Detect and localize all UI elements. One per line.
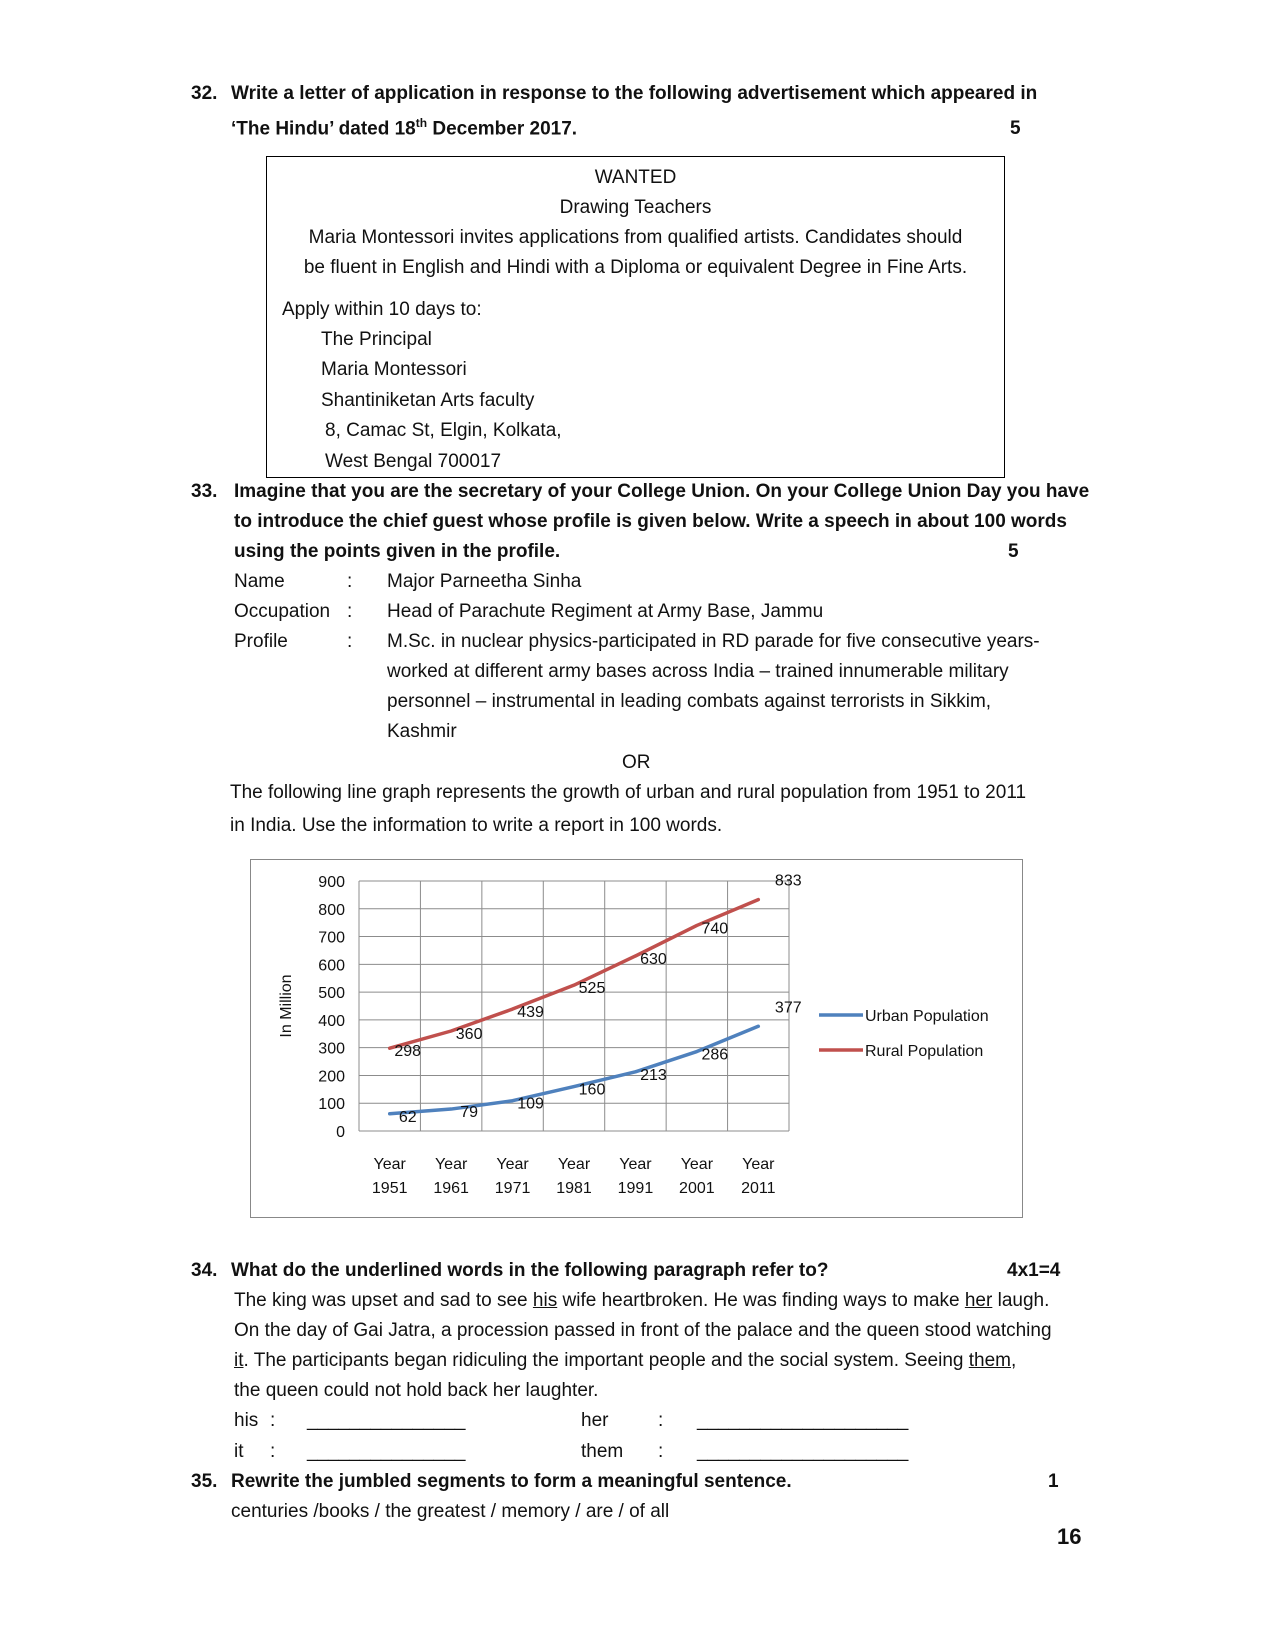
- profile-colon: :: [347, 631, 353, 652]
- rural-data-label: 740: [701, 920, 729, 938]
- x-tick-label-year: Year: [434, 1156, 468, 1173]
- x-tick-label-year: Year: [496, 1156, 529, 1173]
- legend-label: Rural Population: [865, 1043, 984, 1060]
- rural-data-label: 360: [455, 1026, 483, 1043]
- q32-prompt-line2: [231, 116, 577, 140]
- profile-colon: :: [347, 571, 353, 592]
- x-tick-label-value: 2011: [741, 1180, 776, 1197]
- ad-address-line: Shantiniketan Arts faculty: [321, 390, 535, 411]
- ad-heading: WANTED: [594, 167, 677, 188]
- answer-label-his: his: [234, 1410, 259, 1431]
- urban-population-line: [390, 1026, 759, 1114]
- chart-frame: [250, 859, 1023, 1218]
- q34-paragraph-line1: [234, 1290, 1049, 1312]
- y-tick-label: 300: [318, 1040, 345, 1058]
- q33-prompt-line1: Imagine that you are the secretary of your College Union. On your College Union Day you have: [234, 481, 1090, 502]
- underlined-his: his: [532, 1290, 558, 1311]
- profile-occupation-label: Occupation: [234, 601, 331, 622]
- q35-marks: 1: [1048, 1471, 1059, 1492]
- page-number: 16: [1057, 1524, 1082, 1549]
- advertisement-box: [266, 156, 1005, 478]
- answer-blank-her[interactable]: ____________________: [697, 1410, 909, 1431]
- rural-data-label: 439: [517, 1004, 544, 1022]
- answer-blank-his[interactable]: _______________: [307, 1410, 466, 1431]
- x-tick-label-year: Year: [680, 1156, 714, 1173]
- text-run: laugh.: [992, 1290, 1050, 1311]
- q33-prompt-line3: using the points given in the profile.: [234, 541, 561, 562]
- profile-line: Kashmir: [387, 721, 457, 742]
- profile-name-label: Name: [234, 571, 285, 592]
- x-tick-label-year: Year: [742, 1156, 775, 1173]
- underlined-her: her: [964, 1290, 993, 1311]
- urban-data-label: 213: [640, 1066, 667, 1084]
- q34-number: 34.: [191, 1260, 218, 1281]
- answer-blank-them[interactable]: ____________________: [697, 1441, 909, 1462]
- answer-colon: :: [270, 1441, 276, 1462]
- profile-line: personnel – instrumental in leading combats against terrorists in Sikkim,: [387, 691, 992, 712]
- x-tick-label-value: 1991: [617, 1180, 654, 1197]
- y-tick-label: 0: [336, 1124, 345, 1141]
- urban-data-label: 62: [398, 1108, 417, 1126]
- population-line-chart: [251, 860, 1021, 1216]
- graph-intro-line2: in India. Use the information to write a report in 100 words.: [230, 815, 723, 836]
- q35-number: 35.: [191, 1471, 218, 1492]
- y-tick-label: 100: [318, 1096, 345, 1114]
- or-divider: OR: [622, 752, 651, 773]
- q32-marks: 5: [1010, 118, 1021, 139]
- text-run: The king was upset and sad to see: [234, 1290, 533, 1311]
- legend-label: Urban Population: [865, 1008, 989, 1025]
- y-tick-label: 900: [318, 874, 345, 891]
- x-tick-label-year: Year: [619, 1156, 652, 1173]
- q34-paragraph-line4: the queen could not hold back her laughter.: [234, 1380, 599, 1401]
- ad-apply: Apply within 10 days to:: [282, 299, 482, 320]
- q35-prompt: Rewrite the jumbled segments to form a meaningful sentence.: [231, 1471, 792, 1492]
- q32-prompt-sup: th: [415, 116, 428, 130]
- y-tick-label: 600: [318, 957, 345, 975]
- profile-line: worked at different army bases across India – trained innumerable military: [387, 661, 1009, 682]
- profile-occupation-value: Head of Parachute Regiment at Army Base, Jammu: [387, 601, 824, 622]
- q34-marks: 4x1=4: [1007, 1260, 1061, 1281]
- answer-colon: :: [658, 1410, 664, 1431]
- urban-data-label: 109: [517, 1095, 544, 1113]
- y-tick-label: 200: [318, 1068, 345, 1086]
- x-tick-label-year: Year: [557, 1156, 591, 1173]
- q32-prompt-text-a: ‘The Hindu’ dated 18: [231, 118, 416, 140]
- ad-body-line1: Maria Montessori invites applications from qualified artists. Candidates should: [308, 227, 963, 248]
- urban-data-label: 160: [578, 1081, 606, 1099]
- x-tick-label-value: 2001: [679, 1180, 715, 1197]
- x-tick-label-value: 1971: [494, 1180, 531, 1197]
- urban-data-label: 377: [774, 999, 802, 1017]
- answer-label-her: her: [581, 1410, 609, 1431]
- y-tick-label: 800: [318, 901, 345, 919]
- q32-number: 32.: [191, 83, 218, 104]
- graph-intro-line1: The following line graph represents the growth of urban and rural population from 1951 to 2011: [230, 782, 1027, 803]
- ad-address-line: The Principal: [321, 329, 432, 350]
- profile-line: M.Sc. in nuclear physics-participated in RD parade for five consecutive years-: [387, 631, 1040, 652]
- x-tick-label-value: 1981: [556, 1180, 592, 1197]
- q34-paragraph-line2: On the day of Gai Jatra, a procession passed in front of the palace and the queen stood watching: [234, 1320, 1052, 1341]
- y-axis-label: In Million: [278, 974, 295, 1038]
- rural-data-label: 525: [578, 980, 606, 998]
- ad-subheading: Drawing Teachers: [559, 197, 712, 218]
- ad-body-line2: be fluent in English and Hindi with a Diploma or equivalent Degree in Fine Arts.: [303, 257, 968, 278]
- answer-colon: :: [658, 1441, 664, 1462]
- y-tick-label: 700: [318, 929, 345, 947]
- y-tick-label: 400: [318, 1012, 345, 1030]
- text-run: . The participants began ridiculing the important people and the social system. Seeing: [243, 1350, 969, 1371]
- q32-prompt-line1: Write a letter of application in response to the following advertisement which appeared in: [231, 83, 1038, 104]
- x-tick-label-year: Year: [373, 1156, 406, 1173]
- answer-blank-it[interactable]: _______________: [307, 1441, 466, 1462]
- q35-segments: centuries /books / the greatest / memory / are / of all: [231, 1501, 670, 1522]
- q33-marks: 5: [1008, 541, 1019, 562]
- x-tick-label-value: 1951: [371, 1180, 408, 1197]
- answer-label-it: it: [234, 1441, 244, 1462]
- text-run: ,: [1011, 1350, 1017, 1371]
- q32-prompt-text-b: December 2017.: [427, 118, 578, 140]
- underlined-them: them: [968, 1350, 1011, 1371]
- rural-data-label: 298: [394, 1043, 422, 1061]
- profile-name-value: Major Parneetha Sinha: [387, 571, 582, 592]
- q33-prompt-line2: to introduce the chief guest whose profile is given below. Write a speech in about 100 words: [234, 511, 1067, 532]
- underlined-it: it: [234, 1350, 244, 1371]
- rural-data-label: 833: [774, 872, 802, 890]
- answer-colon: :: [270, 1410, 276, 1431]
- ad-address-line: Maria Montessori: [321, 359, 467, 380]
- answer-label-them: them: [581, 1441, 624, 1462]
- q33-number: 33.: [191, 481, 218, 502]
- ad-address-line: 8, Camac St, Elgin, Kolkata,: [325, 420, 562, 441]
- ad-address-line: West Bengal 700017: [325, 451, 502, 472]
- profile-label: Profile: [234, 631, 288, 652]
- text-run: wife heartbroken. He was finding ways to make: [557, 1290, 965, 1311]
- q34-prompt: What do the underlined words in the following paragraph refer to?: [231, 1260, 829, 1281]
- x-tick-label-value: 1961: [433, 1180, 469, 1197]
- profile-colon: :: [347, 601, 353, 622]
- q34-paragraph-line3: [234, 1350, 1016, 1372]
- urban-data-label: 79: [460, 1104, 479, 1122]
- urban-data-label: 286: [701, 1046, 729, 1064]
- y-tick-label: 500: [318, 985, 345, 1003]
- rural-data-label: 630: [640, 951, 667, 968]
